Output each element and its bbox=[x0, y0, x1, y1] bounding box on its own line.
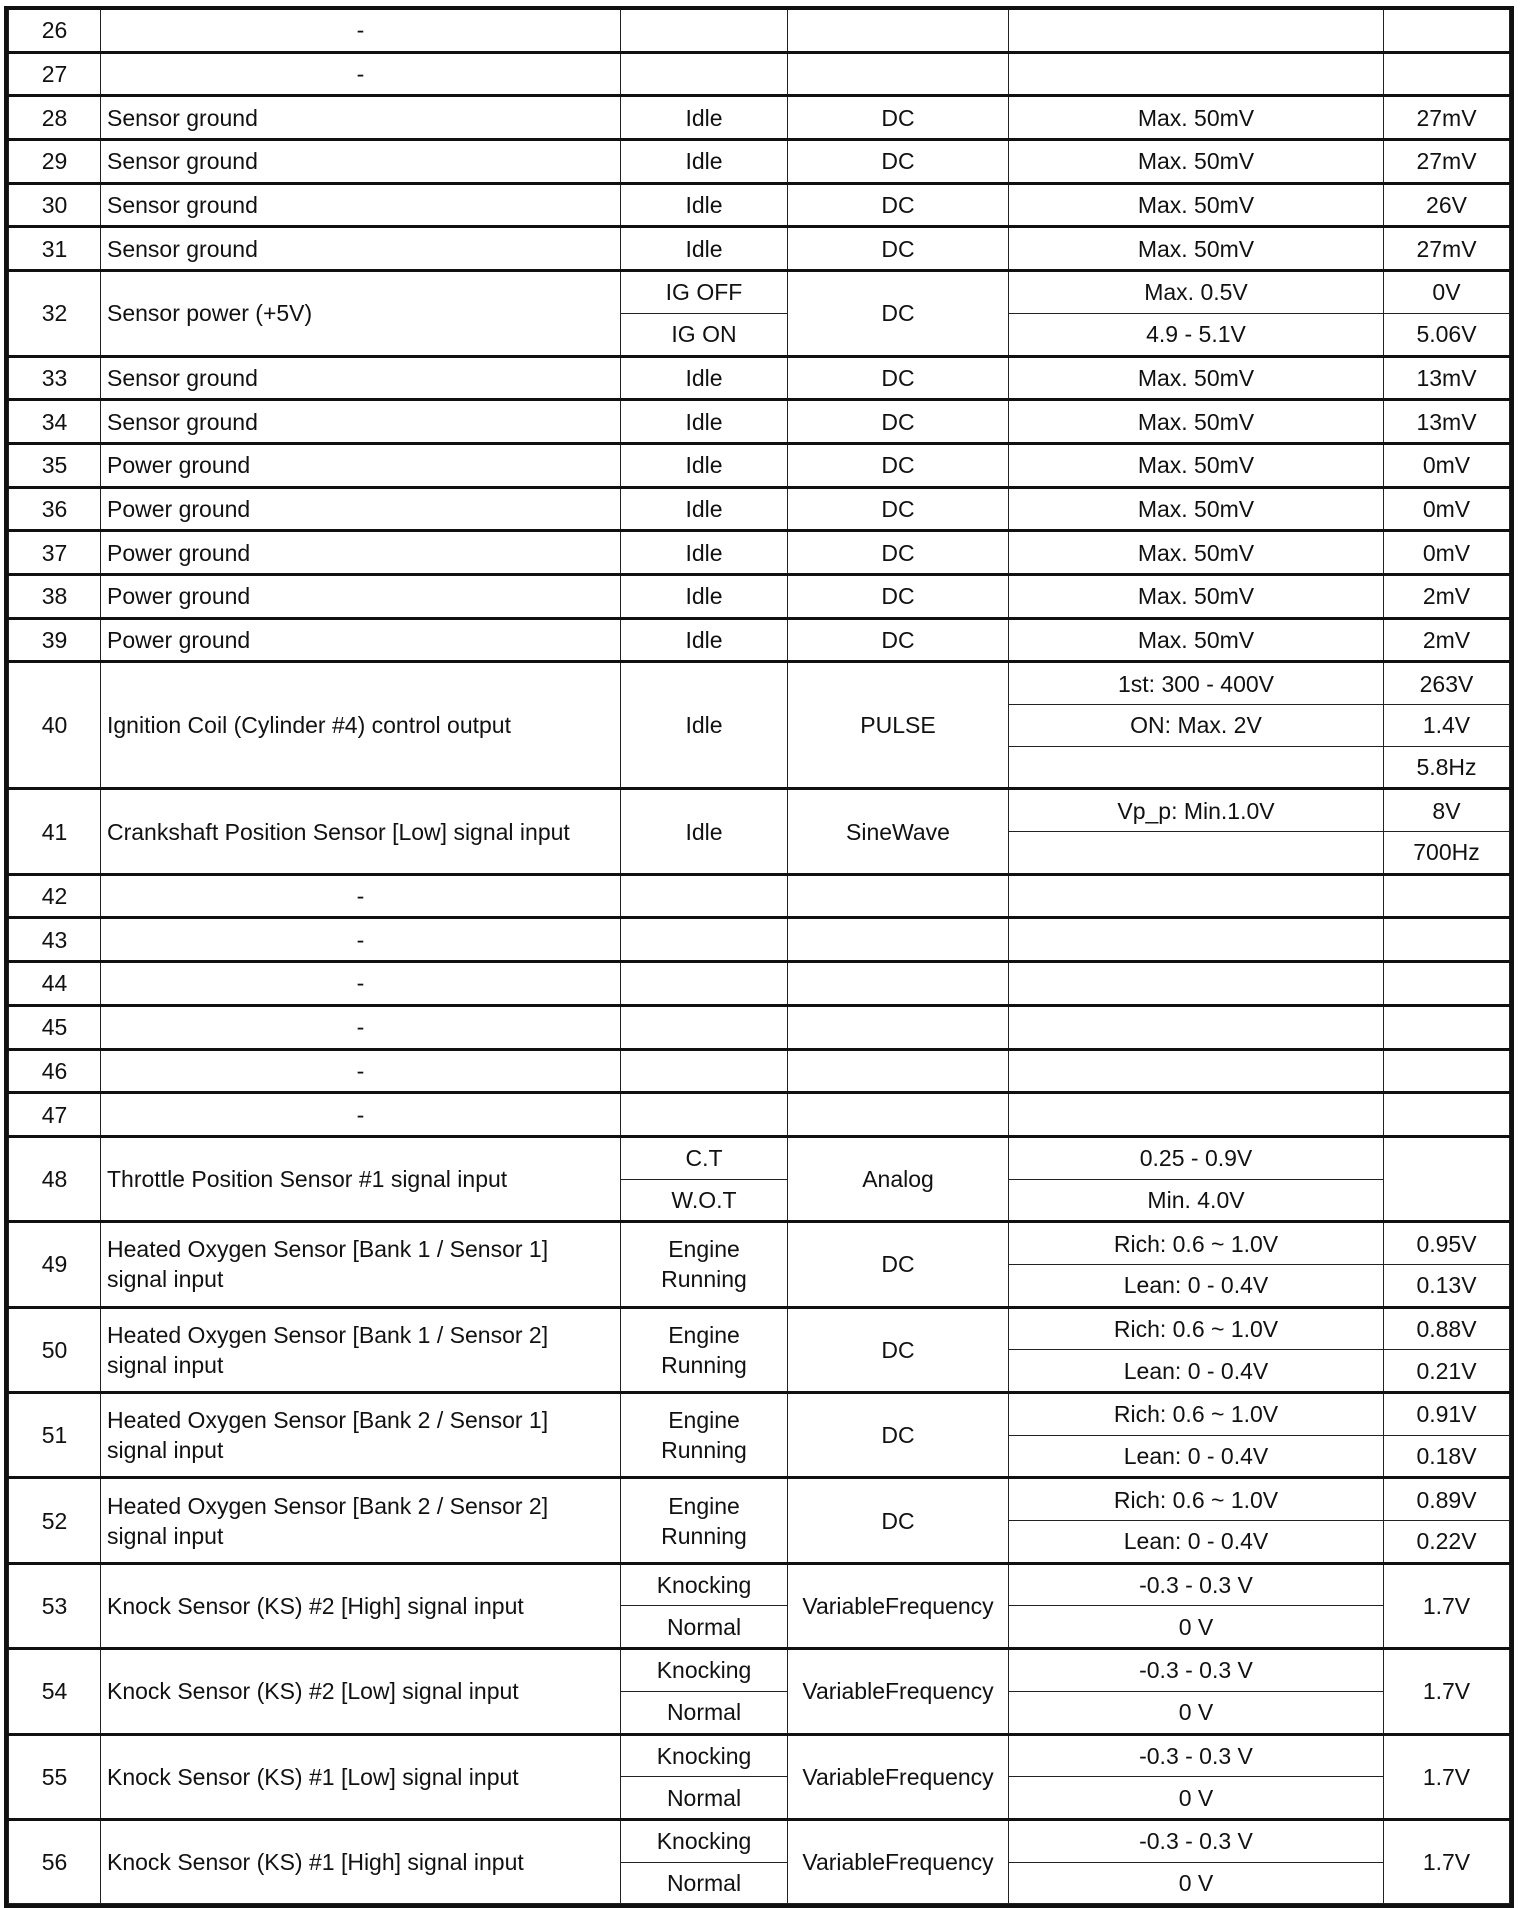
spec-cell: Max. 50mV bbox=[1009, 356, 1384, 400]
signal-type-cell: DC bbox=[788, 356, 1009, 400]
spec-cell: Lean: 0 - 0.4V bbox=[1009, 1264, 1384, 1307]
pin-spec-table-container bbox=[4, 6, 1514, 1908]
spec-cell: Max. 50mV bbox=[1009, 183, 1384, 227]
measured-value-cell bbox=[1384, 1093, 1510, 1137]
signal-type-cell: DC bbox=[788, 443, 1009, 487]
signal-type-cell bbox=[788, 874, 1009, 918]
spec-cell: 1st: 300 - 400V bbox=[1009, 662, 1384, 705]
condition-cell: Engine Running bbox=[621, 1393, 788, 1478]
measured-value-cell: 27mV bbox=[1384, 227, 1510, 271]
signal-type-cell: DC bbox=[788, 96, 1009, 140]
measured-value-cell: 1.7V bbox=[1384, 1563, 1510, 1648]
condition-cell: Idle bbox=[621, 531, 788, 575]
pin-number-cell: 47 bbox=[9, 1093, 101, 1137]
pin-number-cell: 30 bbox=[9, 183, 101, 227]
pin-description-cell: Knock Sensor (KS) #2 [Low] signal input bbox=[101, 1649, 621, 1734]
spec-cell bbox=[1009, 1093, 1384, 1137]
signal-type-cell bbox=[788, 52, 1009, 96]
signal-type-cell: Analog bbox=[788, 1136, 1009, 1221]
condition-cell: Idle bbox=[621, 662, 788, 789]
condition-cell: Knocking bbox=[621, 1819, 788, 1862]
pin-description-cell: - bbox=[101, 52, 621, 96]
spec-cell bbox=[1009, 10, 1384, 52]
measured-value-cell: 5.06V bbox=[1384, 313, 1510, 356]
spec-cell bbox=[1009, 962, 1384, 1006]
measured-value-cell: 5.8Hz bbox=[1384, 746, 1510, 789]
table-row bbox=[9, 1222, 1510, 1265]
table-row bbox=[9, 140, 1510, 184]
condition-cell: Normal bbox=[621, 1862, 788, 1904]
table-row bbox=[9, 1005, 1510, 1049]
pin-description-cell: - bbox=[101, 874, 621, 918]
pin-number-cell: 53 bbox=[9, 1563, 101, 1648]
spec-cell bbox=[1009, 1005, 1384, 1049]
spec-cell: -0.3 - 0.3 V bbox=[1009, 1563, 1384, 1606]
spec-cell: 0 V bbox=[1009, 1691, 1384, 1734]
spec-cell: Rich: 0.6 ~ 1.0V bbox=[1009, 1393, 1384, 1436]
spec-cell bbox=[1009, 1049, 1384, 1093]
measured-value-cell: 13mV bbox=[1384, 400, 1510, 444]
measured-value-cell: 0.21V bbox=[1384, 1350, 1510, 1393]
signal-type-cell: DC bbox=[788, 574, 1009, 618]
condition-cell: Normal bbox=[621, 1691, 788, 1734]
table-row bbox=[9, 1563, 1510, 1606]
spec-cell: Max. 50mV bbox=[1009, 531, 1384, 575]
spec-cell: 0 V bbox=[1009, 1862, 1384, 1904]
table-row bbox=[9, 662, 1510, 705]
condition-cell: C.T bbox=[621, 1136, 788, 1179]
table-row bbox=[9, 1393, 1510, 1436]
condition-cell: Idle bbox=[621, 443, 788, 487]
pin-description-cell: - bbox=[101, 962, 621, 1006]
pin-description-cell: Sensor ground bbox=[101, 400, 621, 444]
spec-cell: Max. 50mV bbox=[1009, 227, 1384, 271]
spec-cell: -0.3 - 0.3 V bbox=[1009, 1649, 1384, 1692]
pin-description-cell: Sensor ground bbox=[101, 183, 621, 227]
spec-cell: Max. 50mV bbox=[1009, 96, 1384, 140]
pin-number-cell: 49 bbox=[9, 1222, 101, 1307]
spec-cell: Rich: 0.6 ~ 1.0V bbox=[1009, 1222, 1384, 1265]
signal-type-cell: DC bbox=[788, 1393, 1009, 1478]
table-row bbox=[9, 789, 1510, 832]
pin-number-cell: 51 bbox=[9, 1393, 101, 1478]
spec-cell: 0 V bbox=[1009, 1606, 1384, 1649]
pin-description-cell: Knock Sensor (KS) #1 [High] signal input bbox=[101, 1819, 621, 1903]
measured-value-cell bbox=[1384, 1136, 1510, 1221]
pin-description-cell: Power ground bbox=[101, 443, 621, 487]
measured-value-cell: 2mV bbox=[1384, 618, 1510, 662]
spec-cell bbox=[1009, 832, 1384, 875]
pin-number-cell: 46 bbox=[9, 1049, 101, 1093]
spec-cell bbox=[1009, 746, 1384, 789]
table-row bbox=[9, 1819, 1510, 1862]
pin-description-cell: Throttle Position Sensor #1 signal input bbox=[101, 1136, 621, 1221]
table-row bbox=[9, 227, 1510, 271]
pin-number-cell: 42 bbox=[9, 874, 101, 918]
spec-cell: Lean: 0 - 0.4V bbox=[1009, 1435, 1384, 1478]
pin-number-cell: 52 bbox=[9, 1478, 101, 1563]
condition-cell bbox=[621, 874, 788, 918]
pin-description-cell: Power ground bbox=[101, 618, 621, 662]
table-row bbox=[9, 271, 1510, 314]
spec-cell: Max. 0.5V bbox=[1009, 271, 1384, 314]
table-row bbox=[9, 356, 1510, 400]
measured-value-cell: 0.95V bbox=[1384, 1222, 1510, 1265]
measured-value-cell: 0mV bbox=[1384, 487, 1510, 531]
table-row bbox=[9, 1734, 1510, 1777]
pin-description-cell: Knock Sensor (KS) #2 [High] signal input bbox=[101, 1563, 621, 1648]
pin-description-cell: - bbox=[101, 10, 621, 52]
pin-number-cell: 26 bbox=[9, 10, 101, 52]
measured-value-cell: 1.4V bbox=[1384, 705, 1510, 747]
signal-type-cell: VariableFrequency bbox=[788, 1734, 1009, 1819]
pin-number-cell: 43 bbox=[9, 918, 101, 962]
condition-cell: Knocking bbox=[621, 1734, 788, 1777]
measured-value-cell: 0.88V bbox=[1384, 1307, 1510, 1350]
condition-cell: Idle bbox=[621, 96, 788, 140]
spec-cell: 0.25 - 0.9V bbox=[1009, 1136, 1384, 1179]
pin-number-cell: 45 bbox=[9, 1005, 101, 1049]
measured-value-cell: 0V bbox=[1384, 271, 1510, 314]
table-row bbox=[9, 574, 1510, 618]
measured-value-cell: 1.7V bbox=[1384, 1819, 1510, 1903]
table-row bbox=[9, 1136, 1510, 1179]
pin-description-cell: - bbox=[101, 1005, 621, 1049]
condition-cell: Knocking bbox=[621, 1563, 788, 1606]
condition-cell bbox=[621, 918, 788, 962]
measured-value-cell: 13mV bbox=[1384, 356, 1510, 400]
pin-number-cell: 28 bbox=[9, 96, 101, 140]
pin-description-cell: - bbox=[101, 918, 621, 962]
signal-type-cell bbox=[788, 1049, 1009, 1093]
signal-type-cell: DC bbox=[788, 227, 1009, 271]
signal-type-cell: DC bbox=[788, 400, 1009, 444]
table-row bbox=[9, 874, 1510, 918]
condition-cell: Idle bbox=[621, 574, 788, 618]
measured-value-cell: 1.7V bbox=[1384, 1649, 1510, 1734]
pin-number-cell: 32 bbox=[9, 271, 101, 356]
table-row bbox=[9, 618, 1510, 662]
measured-value-cell: 0.91V bbox=[1384, 1393, 1510, 1436]
pin-description-cell: Ignition Coil (Cylinder #4) control output bbox=[101, 662, 621, 789]
pin-description-cell: Knock Sensor (KS) #1 [Low] signal input bbox=[101, 1734, 621, 1819]
measured-value-cell bbox=[1384, 962, 1510, 1006]
pin-description-cell: Heated Oxygen Sensor [Bank 1 / Sensor 2] signal input bbox=[101, 1307, 621, 1392]
table-row bbox=[9, 10, 1510, 52]
condition-cell: Engine Running bbox=[621, 1307, 788, 1392]
pin-number-cell: 38 bbox=[9, 574, 101, 618]
table-row bbox=[9, 443, 1510, 487]
pin-number-cell: 37 bbox=[9, 531, 101, 575]
table-row bbox=[9, 1478, 1510, 1521]
signal-type-cell: VariableFrequency bbox=[788, 1563, 1009, 1648]
signal-type-cell: DC bbox=[788, 183, 1009, 227]
spec-cell bbox=[1009, 874, 1384, 918]
condition-cell: Normal bbox=[621, 1777, 788, 1820]
spec-cell bbox=[1009, 918, 1384, 962]
measured-value-cell: 1.7V bbox=[1384, 1734, 1510, 1819]
pin-description-cell: Heated Oxygen Sensor [Bank 2 / Sensor 2] signal input bbox=[101, 1478, 621, 1563]
measured-value-cell: 27mV bbox=[1384, 140, 1510, 184]
condition-cell: Idle bbox=[621, 400, 788, 444]
signal-type-cell bbox=[788, 1093, 1009, 1137]
spec-cell: 4.9 - 5.1V bbox=[1009, 313, 1384, 356]
spec-cell: Max. 50mV bbox=[1009, 400, 1384, 444]
measured-value-cell: 0.22V bbox=[1384, 1521, 1510, 1564]
signal-type-cell: VariableFrequency bbox=[788, 1649, 1009, 1734]
condition-cell: Knocking bbox=[621, 1649, 788, 1692]
pin-number-cell: 33 bbox=[9, 356, 101, 400]
pin-description-cell: Power ground bbox=[101, 531, 621, 575]
measured-value-cell: 263V bbox=[1384, 662, 1510, 705]
table-row bbox=[9, 1307, 1510, 1350]
pin-number-cell: 31 bbox=[9, 227, 101, 271]
signal-type-cell: DC bbox=[788, 531, 1009, 575]
condition-cell bbox=[621, 10, 788, 52]
pin-number-cell: 50 bbox=[9, 1307, 101, 1392]
spec-cell bbox=[1009, 52, 1384, 96]
pin-description-cell: Sensor ground bbox=[101, 96, 621, 140]
signal-type-cell: PULSE bbox=[788, 662, 1009, 789]
spec-cell: 0 V bbox=[1009, 1777, 1384, 1820]
spec-cell: Max. 50mV bbox=[1009, 574, 1384, 618]
table-row bbox=[9, 1049, 1510, 1093]
spec-cell: Max. 50mV bbox=[1009, 487, 1384, 531]
pin-description-cell: Power ground bbox=[101, 487, 621, 531]
measured-value-cell: 0.13V bbox=[1384, 1264, 1510, 1307]
measured-value-cell: 26V bbox=[1384, 183, 1510, 227]
spec-cell: ON: Max. 2V bbox=[1009, 705, 1384, 747]
pin-number-cell: 40 bbox=[9, 662, 101, 789]
table-row bbox=[9, 918, 1510, 962]
spec-cell: Min. 4.0V bbox=[1009, 1179, 1384, 1222]
pin-description-cell: - bbox=[101, 1049, 621, 1093]
measured-value-cell: 0mV bbox=[1384, 531, 1510, 575]
measured-value-cell bbox=[1384, 52, 1510, 96]
pin-description-cell: - bbox=[101, 1093, 621, 1137]
condition-cell: W.O.T bbox=[621, 1179, 788, 1222]
signal-type-cell: DC bbox=[788, 1307, 1009, 1392]
pin-description-cell: Crankshaft Position Sensor [Low] signal input bbox=[101, 789, 621, 874]
condition-cell: Idle bbox=[621, 789, 788, 874]
signal-type-cell bbox=[788, 962, 1009, 1006]
condition-cell: Idle bbox=[621, 183, 788, 227]
signal-type-cell: DC bbox=[788, 618, 1009, 662]
condition-cell bbox=[621, 1093, 788, 1137]
signal-type-cell: DC bbox=[788, 1478, 1009, 1563]
measured-value-cell bbox=[1384, 1005, 1510, 1049]
signal-type-cell bbox=[788, 918, 1009, 962]
pin-number-cell: 48 bbox=[9, 1136, 101, 1221]
pin-number-cell: 36 bbox=[9, 487, 101, 531]
pin-description-cell: Heated Oxygen Sensor [Bank 1 / Sensor 1] signal input bbox=[101, 1222, 621, 1307]
measured-value-cell bbox=[1384, 1049, 1510, 1093]
measured-value-cell bbox=[1384, 10, 1510, 52]
spec-cell: -0.3 - 0.3 V bbox=[1009, 1734, 1384, 1777]
pin-number-cell: 29 bbox=[9, 140, 101, 184]
condition-cell: Idle bbox=[621, 356, 788, 400]
pin-number-cell: 27 bbox=[9, 52, 101, 96]
signal-type-cell: VariableFrequency bbox=[788, 1819, 1009, 1903]
spec-cell: -0.3 - 0.3 V bbox=[1009, 1819, 1384, 1862]
condition-cell bbox=[621, 1005, 788, 1049]
signal-type-cell bbox=[788, 1005, 1009, 1049]
signal-type-cell: DC bbox=[788, 1222, 1009, 1307]
measured-value-cell bbox=[1384, 918, 1510, 962]
measured-value-cell: 8V bbox=[1384, 789, 1510, 832]
table-row bbox=[9, 1093, 1510, 1137]
spec-cell: Rich: 0.6 ~ 1.0V bbox=[1009, 1307, 1384, 1350]
condition-cell: Engine Running bbox=[621, 1478, 788, 1563]
measured-value-cell: 2mV bbox=[1384, 574, 1510, 618]
pin-number-cell: 35 bbox=[9, 443, 101, 487]
spec-cell: Vp_p: Min.1.0V bbox=[1009, 789, 1384, 832]
measured-value-cell: 27mV bbox=[1384, 96, 1510, 140]
pin-description-cell: Sensor ground bbox=[101, 227, 621, 271]
spec-cell: Max. 50mV bbox=[1009, 140, 1384, 184]
spec-cell: Rich: 0.6 ~ 1.0V bbox=[1009, 1478, 1384, 1521]
table-row bbox=[9, 52, 1510, 96]
condition-cell: Normal bbox=[621, 1606, 788, 1649]
spec-cell: Lean: 0 - 0.4V bbox=[1009, 1350, 1384, 1393]
measured-value-cell: 0.18V bbox=[1384, 1435, 1510, 1478]
pin-number-cell: 56 bbox=[9, 1819, 101, 1903]
pin-number-cell: 55 bbox=[9, 1734, 101, 1819]
condition-cell: IG ON bbox=[621, 313, 788, 356]
signal-type-cell bbox=[788, 10, 1009, 52]
table-row bbox=[9, 183, 1510, 227]
pin-number-cell: 41 bbox=[9, 789, 101, 874]
signal-type-cell: DC bbox=[788, 140, 1009, 184]
spec-cell: Max. 50mV bbox=[1009, 443, 1384, 487]
pin-number-cell: 54 bbox=[9, 1649, 101, 1734]
pin-description-cell: Sensor ground bbox=[101, 356, 621, 400]
condition-cell bbox=[621, 1049, 788, 1093]
table-row bbox=[9, 962, 1510, 1006]
pin-number-cell: 44 bbox=[9, 962, 101, 1006]
table-row bbox=[9, 531, 1510, 575]
condition-cell: Idle bbox=[621, 227, 788, 271]
pin-number-cell: 34 bbox=[9, 400, 101, 444]
signal-type-cell: SineWave bbox=[788, 789, 1009, 874]
signal-type-cell: DC bbox=[788, 271, 1009, 356]
spec-cell: Lean: 0 - 0.4V bbox=[1009, 1521, 1384, 1564]
spec-cell: Max. 50mV bbox=[1009, 618, 1384, 662]
condition-cell: Engine Running bbox=[621, 1222, 788, 1307]
pin-description-cell: Heated Oxygen Sensor [Bank 2 / Sensor 1] signal input bbox=[101, 1393, 621, 1478]
table-row bbox=[9, 487, 1510, 531]
condition-cell: Idle bbox=[621, 618, 788, 662]
condition-cell bbox=[621, 52, 788, 96]
table-row bbox=[9, 400, 1510, 444]
signal-type-cell: DC bbox=[788, 487, 1009, 531]
pin-description-cell: Power ground bbox=[101, 574, 621, 618]
table-row bbox=[9, 96, 1510, 140]
measured-value-cell: 0mV bbox=[1384, 443, 1510, 487]
pin-description-cell: Sensor ground bbox=[101, 140, 621, 184]
condition-cell: Idle bbox=[621, 140, 788, 184]
condition-cell: Idle bbox=[621, 487, 788, 531]
pin-number-cell: 39 bbox=[9, 618, 101, 662]
pin-description-cell: Sensor power (+5V) bbox=[101, 271, 621, 356]
measured-value-cell bbox=[1384, 874, 1510, 918]
condition-cell bbox=[621, 962, 788, 1006]
measured-value-cell: 0.89V bbox=[1384, 1478, 1510, 1521]
condition-cell: IG OFF bbox=[621, 271, 788, 314]
measured-value-cell: 700Hz bbox=[1384, 832, 1510, 875]
table-row bbox=[9, 1649, 1510, 1692]
ecm-pin-spec-table bbox=[8, 10, 1510, 1904]
